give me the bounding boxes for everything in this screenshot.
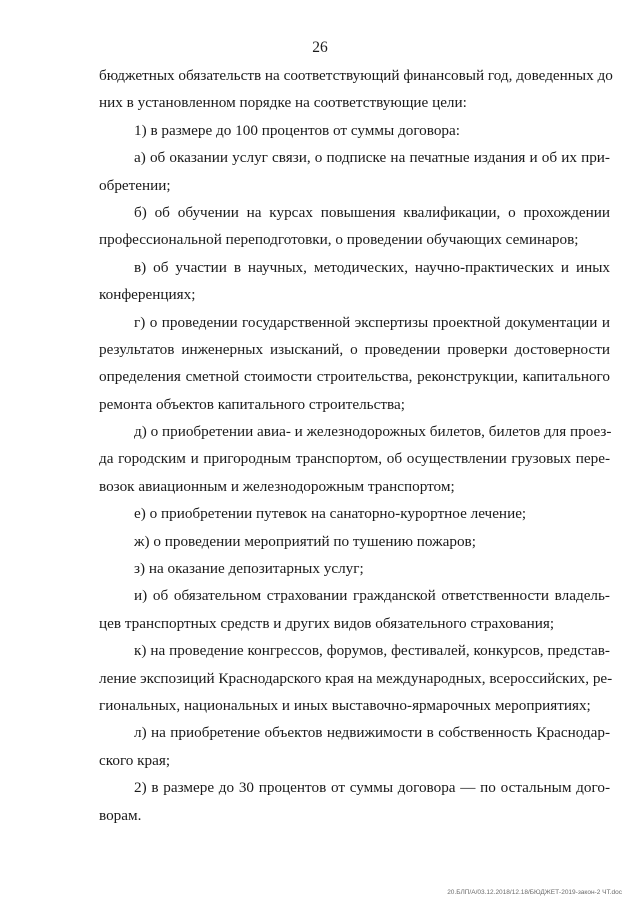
- text-line: конференциях;: [99, 286, 196, 304]
- text-line: и) об обязательном страховании гражданской ответственности владель-: [134, 587, 610, 605]
- text-line: гиональных, национальных и иных выставочно-ярмарочных мероприятиях;: [99, 696, 591, 714]
- text-line: з) на оказание депозитарных услуг;: [134, 560, 364, 578]
- text-line: ворам.: [99, 806, 142, 824]
- text-line: определения сметной стоимости строительства, реконструкции, капитального: [99, 368, 610, 386]
- text-line: г) о проведении государственной экспертизы проектной документации и: [134, 313, 610, 331]
- text-line: результатов инженерных изысканий, о проведении проверки достоверности: [99, 340, 610, 358]
- text-line: 1) в размере до 100 процентов от суммы договора:: [134, 121, 460, 139]
- text-line: 2) в размере до 30 процентов от суммы договора — по остальным дого-: [134, 779, 610, 797]
- text-line: ление экспозиций Краснодарского края на международных, всероссийских, ре-: [99, 669, 613, 687]
- text-line: к) на проведение конгрессов, форумов, фестивалей, конкурсов, представ-: [134, 642, 610, 660]
- text-line: бюджетных обязательств на соответствующий финансовый год, доведенных до: [99, 67, 613, 84]
- text-line: профессиональной переподготовки, о проведении обучающих семинаров;: [99, 231, 579, 249]
- text-line: возок авиационным и железнодорожным транспортом;: [99, 477, 455, 495]
- text-line: е) о приобретении путевок на санаторно-курортное лечение;: [134, 505, 527, 523]
- text-line: ж) о проведении мероприятий по тушению пожаров;: [134, 532, 476, 550]
- file-path-footer: 20.БЛП/А/03.12.2018/12.18/БЮДЖЕТ-2019-закон-2 ЧТ.doc: [447, 889, 622, 896]
- text-line: ского края;: [99, 751, 171, 769]
- text-line: а) об оказании услуг связи, о подписке на печатные издания и об их при-: [134, 149, 610, 167]
- page-number: 26: [312, 39, 328, 56]
- text-line: них в установленном порядке на соответствующие цели:: [99, 94, 467, 112]
- text-line: ремонта объектов капитального строительства;: [99, 395, 405, 413]
- text-line: да городским и пригородным транспортом, об осуществлении грузовых пере-: [99, 450, 610, 468]
- text-line: б) об обучении на курсах повышения квалификации, о прохождении: [134, 203, 610, 221]
- text-line: д) о приобретении авиа- и железнодорожных билетов, билетов для проез-: [134, 423, 612, 441]
- document-body: [99, 62, 613, 829]
- text-line: обретении;: [99, 176, 171, 194]
- text-line: в) об участии в научных, методических, научно-практических и иных: [134, 258, 610, 276]
- text-line: л) на приобретение объектов недвижимости в собственность Краснодар-: [134, 724, 610, 742]
- text-line: цев транспортных средств и других видов обязательного страхования;: [99, 614, 555, 632]
